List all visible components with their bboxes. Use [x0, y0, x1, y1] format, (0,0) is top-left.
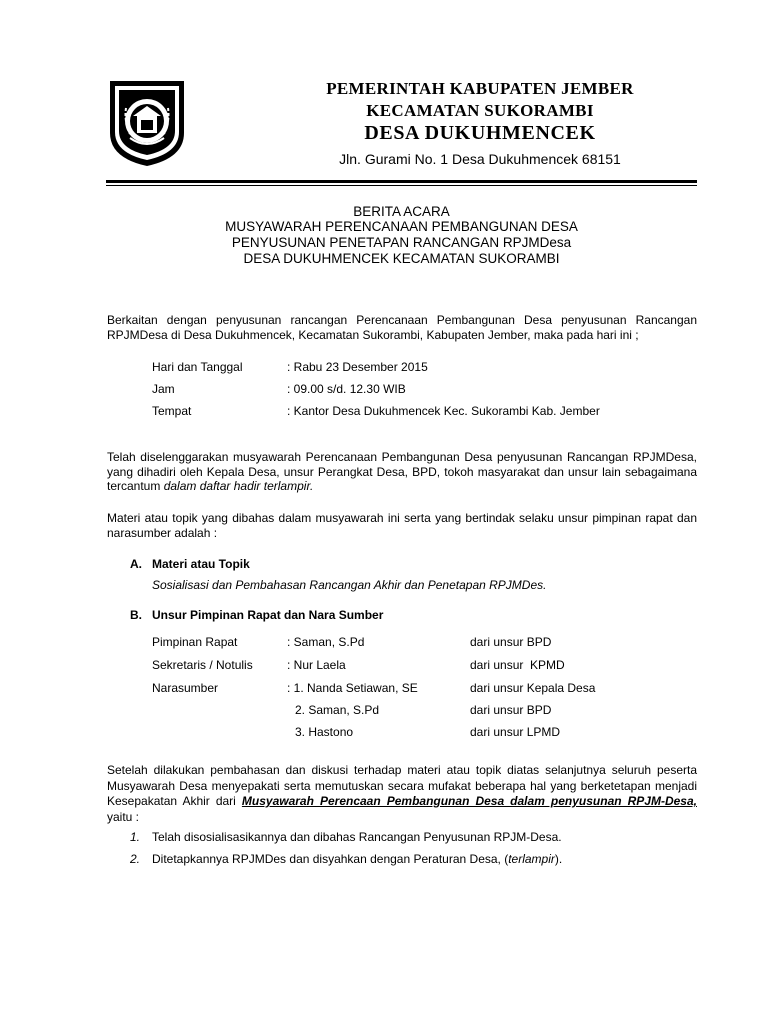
header-village: DESA DUKUHMENCEK [364, 122, 596, 144]
regency-emblem-icon [106, 78, 188, 168]
section-b-marker: B. [130, 608, 142, 622]
header-government: PEMERINTAH KABUPATEN JEMBER [326, 79, 634, 98]
schedule-place-value: : Kantor Desa Dukuhmencek Kec. Sukorambi Kab. Jember [287, 404, 600, 418]
speaker-3-name: 3. Hastono [295, 725, 354, 739]
result-2-attachment: terlampir [508, 852, 555, 866]
result-2-text: Ditetapkannya RPJMDes dan disyahkan dengan Peraturan Desa, ( [152, 852, 509, 866]
section-b-heading: Unsur Pimpinan Rapat dan Nara Sumber [152, 608, 384, 622]
leader-origin: dari unsur BPD [470, 635, 552, 649]
conclusion-paragraph [107, 763, 697, 825]
attendance-note: dalam daftar hadir terlampir. [163, 479, 314, 493]
intro-paragraph: Berkaitan dengan penyusunan rancangan Perencanaan Pembangunan Desa penyusunan Rancangan RPJMDesa di Desa Dukuhmencek, Kecamatan Sukorambi, Kabupaten Jember, maka pada hari ini ; [107, 313, 697, 342]
schedule-date-label: Hari dan Tanggal [152, 360, 243, 374]
leader-role: Pimpinan Rapat [152, 635, 238, 649]
topic-intro-paragraph: Materi atau topik yang dibahas dalam musyawarah ini serta yang bertindak selaku unsur pimpinan rapat dan narasumber adalah : [107, 511, 697, 540]
secretary-name: : Nur Laela [287, 658, 346, 672]
doc-title-line4: DESA DUKUHMENCEK KECAMATAN SUKORAMBI [243, 251, 560, 266]
doc-title-line2: MUSYAWARAH PERENCANAAN PEMBANGUNAN DESA [225, 219, 578, 234]
schedule-time-label: Jam [152, 382, 175, 396]
section-a-marker: A. [130, 557, 142, 571]
leader-name: : Saman, S.Pd [287, 635, 365, 649]
result-1-number: 1. [130, 830, 141, 844]
speaker-1-name: : 1. Nanda Setiawan, SE [287, 681, 418, 695]
header-rule-thin [106, 185, 697, 186]
result-2-end: ). [554, 852, 563, 866]
section-a-heading: Materi atau Topik [152, 557, 250, 571]
attendance-paragraph [107, 450, 697, 494]
secretary-role: Sekretaris / Notulis [152, 658, 253, 672]
conclusion-tail: yaitu : [107, 809, 140, 824]
schedule-time-value: : 09.00 s/d. 12.30 WIB [287, 382, 406, 396]
speaker-role: Narasumber [152, 681, 219, 695]
schedule-place-label: Tempat [152, 404, 192, 418]
doc-title: BERITA ACARA [353, 204, 450, 219]
result-2-line [152, 852, 562, 866]
schedule-date-value: : Rabu 23 Desember 2015 [287, 360, 428, 374]
conclusion-emphasis: Musyawarah Perencaan Pembangunan Desa dalam penyusunan RPJM-Desa, [241, 794, 697, 808]
header-district: KECAMATAN SUKORAMBI [366, 101, 594, 120]
header-rule-thick [106, 180, 697, 183]
doc-title-line3: PENYUSUNAN PENETAPAN RANCANGAN RPJMDesa [231, 235, 572, 250]
speaker-2-name: 2. Saman, S.Pd [295, 703, 380, 717]
speaker-2-origin: dari unsur BPD [470, 703, 552, 717]
header-address: Jln. Gurami No. 1 Desa Dukuhmencek 68151 [339, 151, 621, 167]
result-2-number: 2. [130, 852, 141, 866]
conclusion-text: Setelah dilakukan pembahasan dan diskusi terhadap materi atau topik diatas selanjutnya seluruh peserta Musyawarah Desa menyepakati serta memutuskan secara mufakat beberapa hal yang berketetapan menjadi Kesepakatan Akhir dari [107, 763, 697, 808]
secretary-origin: dari unsur KPMD [470, 658, 565, 672]
section-a-content: Sosialisasi dan Pembahasan Rancangan Akhir dan Penetapan RPJMDes. [152, 578, 547, 592]
attendance-text: Telah diselenggarakan musyawarah Perencanaan Pembangunan Desa penyusunan Rancangan RPJMDesa, yang dihadiri oleh Kepala Desa, unsur Perangkat Desa, BPD, tokoh masyarakat dan unsur lain sebagaimana tercantum [107, 450, 697, 493]
speaker-3-origin: dari unsur LPMD [470, 725, 561, 739]
result-1-text: Telah disosialisasikannya dan dibahas Rancangan Penyusunan RPJM-Desa. [152, 830, 562, 844]
speaker-1-origin: dari unsur Kepala Desa [470, 681, 596, 695]
